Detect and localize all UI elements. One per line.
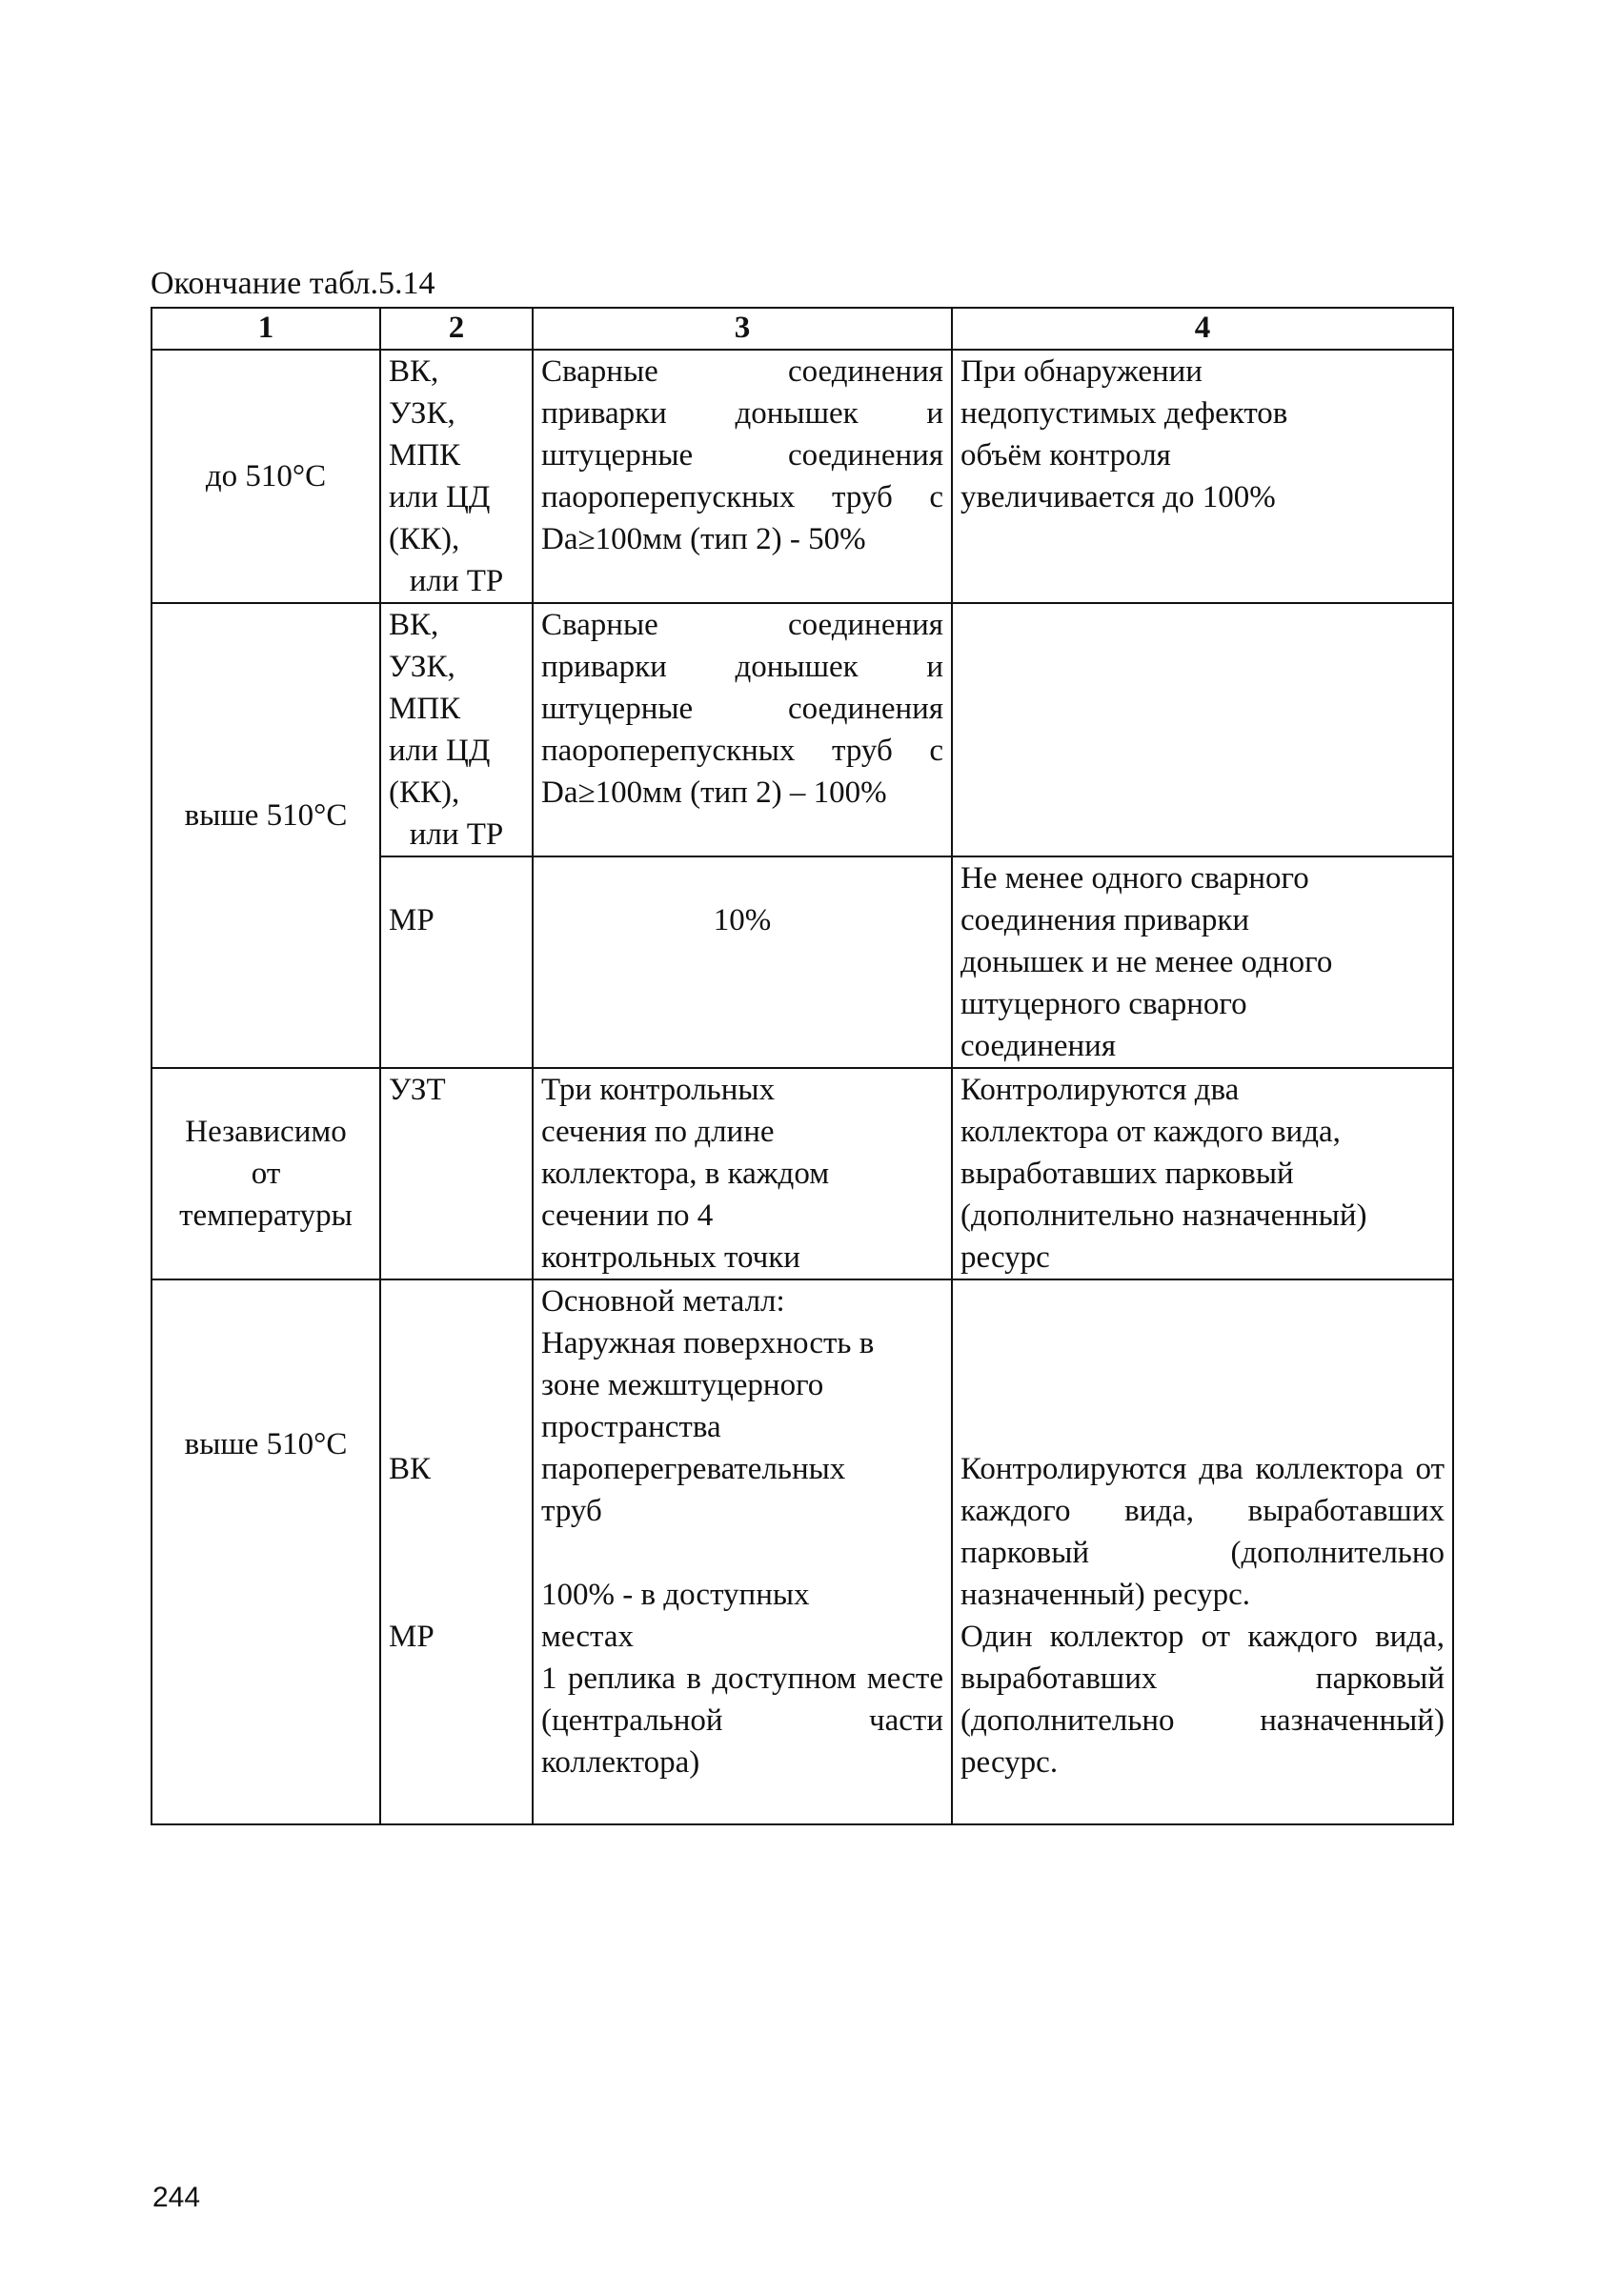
method-cell: ВК, УЗК, МПК или ЦД (КК), или ТР [380,350,533,603]
note-cell: Контролируются два коллектора от каждого вида, выработавших парковый (дополнительно назначенный) ресурс [952,1068,1453,1279]
temperature-cell: до 510°С [152,350,380,603]
method-cell: УЗТ [380,1068,533,1279]
note-cell: При обнаружении недопустимых дефектов объём контроля увеличивается до 100% [952,350,1453,603]
method-cell: МР [380,856,533,1068]
scope-cell: Три контрольных сечения по длине коллектора, в каждом сечении по 4 контрольных точки [533,1068,952,1279]
temperature-cell: Независимо от температуры [152,1068,380,1279]
page-number: 244 [152,2182,201,2213]
header-col-1: 1 [152,308,380,350]
table-row [152,603,1453,856]
method-cell: ВК МР [380,1279,533,1824]
note-cell: Контролируются два коллектора от каждого вида, выработавших парковый (дополнительно назначенный) ресурс. Один коллектор от каждого вида, выработавших парковый (дополнительно назначенный) ресурс. [952,1279,1453,1824]
scope-cell: Основной металл: Наружная поверхность в зоне межштуцерного пространства пароперегревательных труб 100% - в доступных местах 1 реплика в доступном месте (центральной части коллектора) [533,1279,952,1824]
temperature-cell: выше 510°С [152,603,380,1068]
header-col-2: 2 [380,308,533,350]
table-row [152,350,1453,603]
note-cell: Не менее одного сварного соединения приварки донышек и не менее одного штуцерного сварного соединения [952,856,1453,1068]
scope-cell: 10% [533,856,952,1068]
method-cell: ВК, УЗК, МПК или ЦД (КК), или ТР [380,603,533,856]
data-table [151,307,1454,1825]
table-row [152,1279,1453,1824]
scope-cell: Сварные соединения приварки донышек и штуцерные соединения паороперепускных труб с Da≥100мм (тип 2) - 50% [533,350,952,603]
temperature-cell: выше 510°С [152,1279,380,1824]
table-caption: Окончание табл.5.14 [151,266,435,301]
header-col-3: 3 [533,308,952,350]
scope-cell: Сварные соединения приварки донышек и штуцерные соединения паороперепускных труб с Da≥100мм (тип 2) – 100% [533,603,952,856]
header-col-4: 4 [952,308,1453,350]
table-row [152,1068,1453,1279]
note-cell [952,603,1453,856]
table-header-row [152,308,1453,350]
